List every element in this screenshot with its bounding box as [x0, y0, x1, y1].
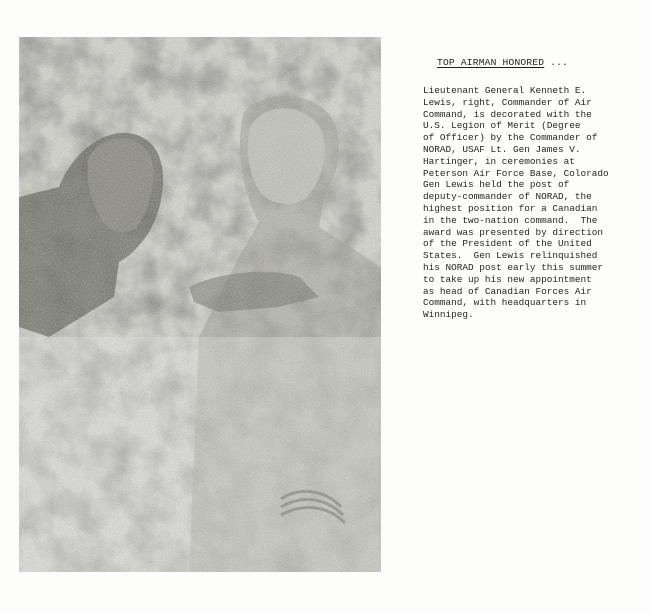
caption-line: Command, with headquarters in	[423, 297, 587, 309]
caption-line: Hartinger, in ceremonies at	[423, 155, 575, 167]
caption-line: Gen Lewis held the post of	[423, 179, 570, 191]
photo-graphic	[19, 37, 381, 572]
caption-line: NORAD, USAF Lt. Gen James V.	[423, 143, 581, 155]
caption-line: Lewis, right, Commander of Air	[423, 96, 592, 108]
caption-line: Peterson Air Force Base, Colorado	[423, 167, 609, 179]
caption-line: U.S. Legion of Merit (Degree	[423, 120, 581, 132]
ceremony-photo	[19, 37, 381, 572]
caption-title-ellipsis: ...	[544, 57, 569, 68]
caption-line: in the two-nation command. The	[423, 214, 598, 226]
caption-line: deputy-commander of NORAD, the	[423, 191, 592, 203]
caption-line: of the President of the United	[423, 238, 592, 250]
caption-line: Winnipeg.	[423, 309, 474, 321]
caption-line: award was presented by direction	[423, 226, 604, 238]
caption-body	[423, 85, 651, 321]
caption-title-text: TOP AIRMAN HONORED	[437, 57, 545, 68]
caption-line: States. Gen Lewis relinquished	[423, 250, 598, 262]
caption-line: of Officer) by the Commander of	[423, 132, 598, 144]
caption-line: Lieutenant General Kenneth E.	[423, 85, 587, 96]
caption-line: Command, is decorated with the	[423, 108, 592, 120]
caption-line: highest position for a Canadian	[423, 202, 598, 214]
caption-line: to take up his new appointment	[423, 273, 592, 285]
caption-title	[437, 57, 568, 68]
caption-line: as head of Canadian Forces Air	[423, 285, 592, 297]
caption-line: his NORAD post early this summer	[423, 261, 604, 273]
